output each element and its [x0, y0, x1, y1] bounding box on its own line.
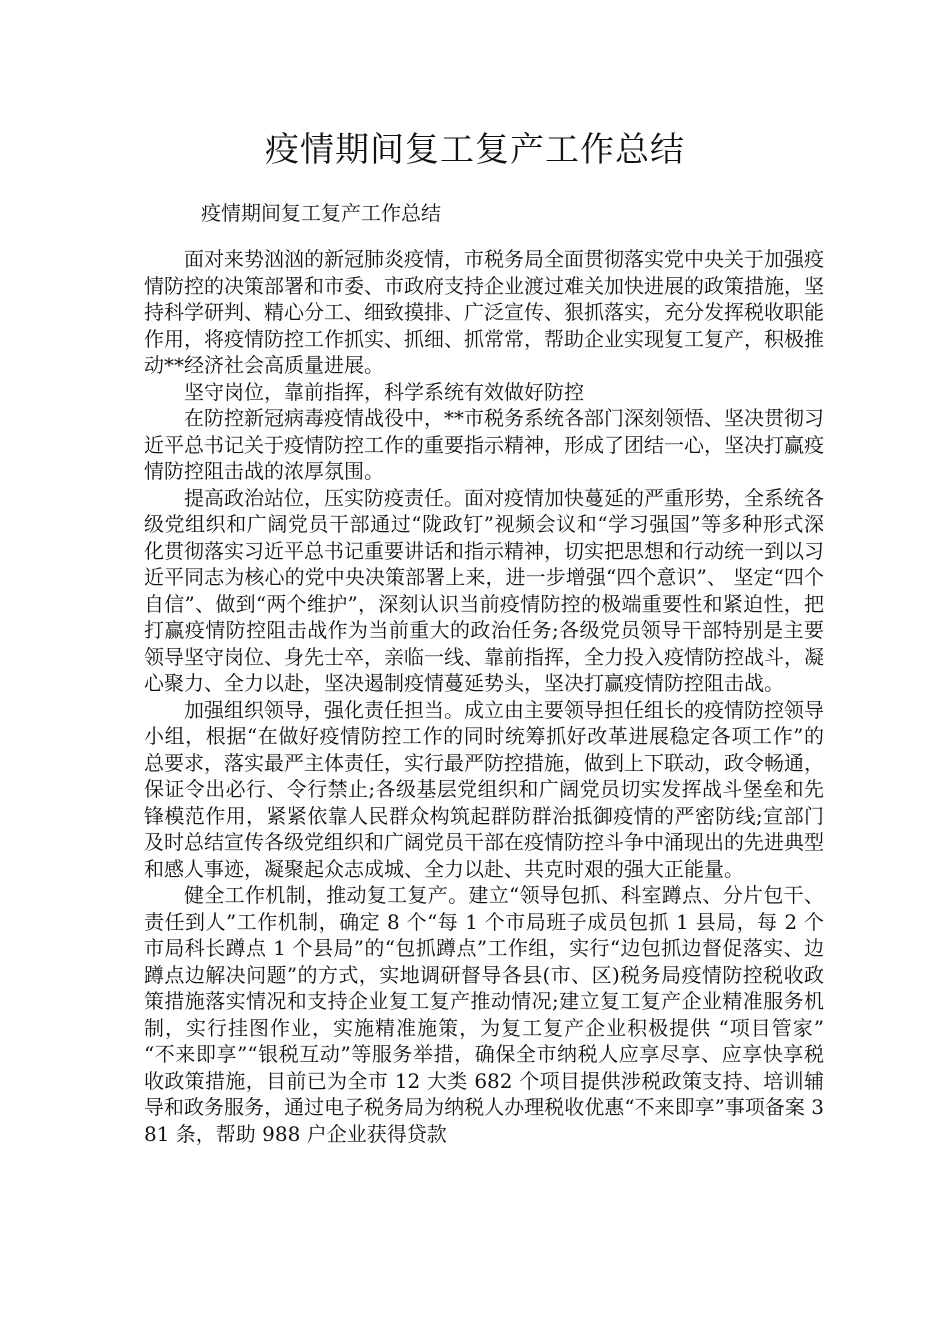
document-subtitle: 疫情期间复工复产工作总结	[201, 201, 441, 225]
paragraph-political-stance: 提高政治站位，压实防疫责任。面对疫情加快蔓延的严重形势，全系统各级党组织和广阔党员干部通过“陇政钉”视频会议和“学习强国”等多种形式深化贯彻落实习近平总书记重要讲话和指示精神，切实把思想和行动统一到以习近平同志为核心的党中央决策部署上来，进一步增强“四个意识”、 坚定“四个自信”、做到“两个维护”，深刻认识当前疫情防控的极端重要性和紧迫性，把打赢疫情防控阻击战作为当前重大的政治任务;各级党员领导干部特别是主要领导坚守岗位、身先士卒，亲临一线、靠前指挥，全力投入疫情防控战斗，凝心聚力、全力以赴，坚决遏制疫情蔓延势头，坚决打赢疫情防控阻击战。	[144, 485, 824, 695]
document-body	[144, 246, 824, 1147]
paragraph-intro: 面对来势汹汹的新冠肺炎疫情，市税务局全面贯彻落实党中央关于加强疫情防控的决策部署和市委、市政府支持企业渡过难关加快进展的政策措施，坚持科学研判、精心分工、细致摸排、广泛宣传、狠抓落实，充分发挥税收职能作用，将疫情防控工作抓实、抓细、抓常常，帮助企业实现复工复产，积极推动**经济社会高质量进展。	[144, 247, 824, 377]
section-heading: 坚守岗位，靠前指挥，科学系统有效做好防控	[184, 379, 584, 404]
paragraph-work-mechanism: 健全工作机制，推动复工复产。建立“领导包抓、科室蹲点、分片包干、责任到人”工作机制，确定 8 个“每 1 个市局班子成员包抓 1 县局，每 2 个市局科长蹲点 1 个县局”的“包抓蹲点”工作组，实行“边包抓边督促落实、边蹲点边解决问题”的方式，实地调研督导各县(市、区)税务局疫情防控税收政策措施落实情况和支持企业复工复产推动情况;建立复工复产企业精准服务机制，实行挂图作业，实施精准施策，为复工复产企业积极提供 “项目管家” “不来即享”“银税互动”等服务举措，确保全市纳税人应享尽享、应享快享税收政策措施，目前已为全市 12 大类 682 个项目提供涉税政策支持、培训辅导和政务服务，通过电子税务局为纳税人办理税收优惠“不来即享”事项备案 381 条，帮助 988 户企业获得贷款	[144, 883, 824, 1146]
paragraph-unity: 在防控新冠病毒疫情战役中，**市税务系统各部门深刻领悟、坚决贯彻习近平总书记关于疫情防控工作的重要指示精神，形成了团结一心，坚决打赢疫情防控阻击战的浓厚氛围。	[144, 406, 824, 483]
document-title: 疫情期间复工复产工作总结	[265, 130, 685, 170]
paragraph-organization: 加强组织领导，强化责任担当。成立由主要领导担任组长的疫情防控领导小组，根据“在做好疫情防控工作的同时统筹抓好改革进展稳定各项工作”的总要求，落实最严主体责任，实行最严防控措施，做到上下联动，政令畅通，保证令出必行、令行禁止;各级基层党组织和广阔党员切实发挥战斗堡垒和先锋模范作用，紧紧依靠人民群众构筑起群防群治抵御疫情的严密防线;宣部门及时总结宣传各级党组织和广阔党员干部在疫情防控斗争中涌现出的先进典型和感人事迹，凝聚起众志成城、全力以赴、共克时艰的强大正能量。	[144, 697, 824, 881]
